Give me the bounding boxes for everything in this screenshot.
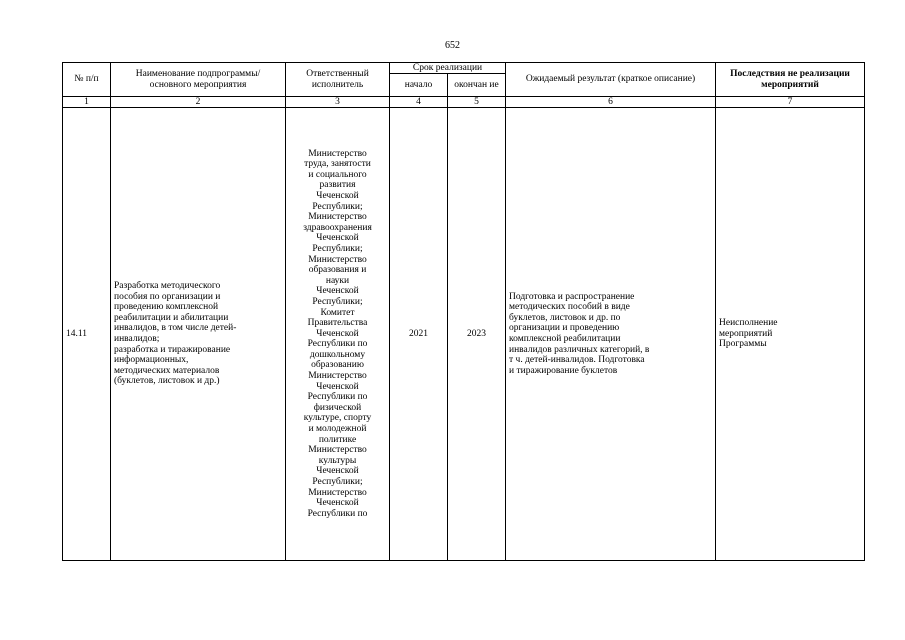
text-line: пособия по организации и (114, 291, 221, 302)
text-line: Республики по (307, 339, 368, 350)
column-number: 5 (448, 97, 506, 108)
text-line: методических материалов (114, 365, 220, 376)
text-line: Министерство (308, 212, 367, 223)
text-line: т ч. детей-инвалидов. Подготовка (509, 355, 645, 366)
row-executor (286, 108, 390, 561)
text-line: Министерство (308, 487, 367, 498)
column-number: 3 (286, 97, 390, 108)
column-number: 1 (63, 97, 111, 108)
header-name: Наименование подпрограммы/ основного мероприятия (111, 63, 286, 97)
text-line: Неисполнение (719, 318, 778, 329)
text-line: развития (319, 180, 356, 191)
header-executor: Ответственный исполнитель (286, 63, 390, 97)
column-number: 2 (111, 97, 286, 108)
header-start: начало (390, 74, 448, 97)
column-number: 4 (390, 97, 448, 108)
text-line: Республики; (312, 201, 363, 212)
text-line: разработка и тиражирование (114, 344, 231, 355)
text-line: Чеченской (316, 498, 359, 509)
text-line: Программы (719, 339, 767, 350)
text-line: буклетов, листовок и др. по (509, 312, 621, 323)
text-line: культуре, спорту (303, 413, 372, 424)
text-line: здравоохранения (303, 222, 372, 233)
text-line: Республики; (312, 477, 363, 488)
text-line: Республики; (312, 296, 363, 307)
text-line: и молодежной (308, 424, 367, 435)
text-line: комплексной реабилитации (509, 334, 621, 344)
text-line: Чеченской (316, 233, 359, 244)
text-line: Правительства (307, 318, 368, 329)
text-line: науки (325, 275, 350, 286)
text-line: Республики по (307, 508, 368, 519)
text-line: образованию (311, 360, 364, 371)
text-line: Чеченской (316, 381, 359, 392)
text-line: труда, занятости (304, 159, 371, 170)
text-line: Министерство (308, 254, 367, 265)
row-start: 2021 (390, 108, 448, 561)
column-number: 7 (716, 97, 865, 108)
text-line: Комитет (320, 307, 355, 318)
text-line: методических пособий в виде (509, 302, 630, 313)
column-number: 6 (506, 97, 716, 108)
text-line: Разработка методического (114, 281, 221, 292)
text-line: инвалидов различных категорий, в (509, 344, 650, 355)
text-line: Чеченской (316, 466, 359, 477)
program-table (62, 62, 865, 561)
table-row (63, 108, 865, 561)
text-line: Чеченской (316, 190, 359, 201)
row-consequences (716, 108, 865, 561)
header-end: окончан ие (448, 74, 506, 97)
header-row-1 (63, 63, 865, 74)
header-result: Ожидаемый результат (краткое описание) (506, 63, 716, 97)
text-line: (буклетов, листовок и др.) (114, 376, 220, 387)
row-name (111, 108, 286, 561)
text-line: Республики по (307, 392, 368, 403)
header-num: № п/п (63, 63, 111, 97)
text-line: Министерство (308, 371, 367, 382)
text-line: культуры (318, 455, 357, 466)
text-line: Республики; (312, 243, 363, 254)
header-period: Срок реализации (390, 63, 506, 74)
row-result (506, 108, 716, 561)
text-line: Подготовка и распространение (509, 291, 635, 302)
row-end: 2023 (448, 108, 506, 561)
text-line: реабилитации и абилитации (114, 312, 229, 323)
text-line: образования и (308, 265, 367, 276)
text-line: инвалидов, в том числе детей- (114, 323, 237, 334)
text-line: Министерство (308, 445, 367, 456)
text-line: организации и проведению (509, 323, 620, 334)
row-num: 14.11 (63, 108, 111, 561)
text-line: и социального (308, 169, 367, 180)
text-line: мероприятий (719, 328, 773, 339)
text-line: информационных, (114, 355, 189, 366)
text-line: Министерство (308, 148, 367, 159)
text-line: инвалидов; (114, 334, 160, 344)
text-line: Чеченской (316, 286, 359, 297)
page-number: 652 (445, 40, 460, 51)
column-number-row (63, 97, 865, 108)
text-line: и тиражирование буклетов (509, 365, 618, 376)
text-line: дошкольному (309, 349, 366, 360)
text-line: физической (313, 402, 362, 413)
text-line: Чеченской (316, 328, 359, 339)
text-line: проведению комплексной (114, 302, 219, 313)
header-consequences: Последствия не реализации мероприятий (716, 63, 865, 97)
text-line: политике (318, 434, 357, 445)
